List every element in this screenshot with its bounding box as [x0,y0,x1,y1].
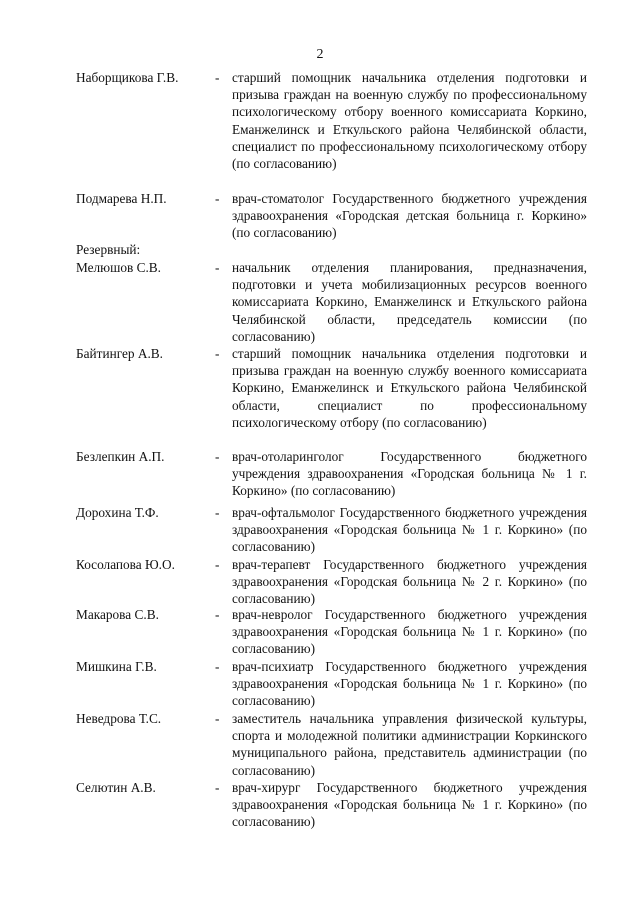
reserve-section-label: Резервный: [76,242,141,257]
page-number: 2 [316,47,324,62]
dash-separator: - [215,346,220,361]
member-name: Безлепкин А.П. [76,449,165,464]
dash-separator: - [215,780,220,795]
member-name: Байтингер А.В. [76,346,163,361]
member-name: Макарова С.В. [76,607,159,622]
member-position: старший помощник начальника отделения подготовки и призыва граждан на военную службу по профессиональному психологическому отбору военного комиссариата Коркино, Еманжелинск и Еткульского района Челябинской области, специалист по профессиональному психологическому отбору (по согласованию) [232,70,587,172]
dash-separator: - [215,70,220,85]
member-position: врач-хирург Государственного бюджетного учреждения здравоохранения «Городская больница № 1 г. Коркино» (по согласованию) [232,780,587,830]
dash-separator: - [215,659,220,674]
dash-separator: - [215,711,220,726]
member-position: врач-офтальмолог Государственного бюджетного учреждения здравоохранения «Городская больница № 1 г. Коркино» (по согласованию) [232,505,587,555]
member-name: Косолапова Ю.О. [76,557,175,572]
member-position: врач-психиатр Государственного бюджетного учреждения здравоохранения «Городская больница № 1 г. Коркино» (по согласованию) [232,659,587,709]
member-position: начальник отделения планирования, предназначения, подготовки и учета мобилизационных ресурсов военного комиссариата Коркино, Еманжелинск и Еткульского района Челябинской области, председатель комиссии (по согласованию) [232,260,587,344]
dash-separator: - [215,260,220,275]
dash-separator: - [215,607,220,622]
member-name: Мишкина Г.В. [76,659,157,674]
member-name: Подмарева Н.П. [76,191,167,206]
member-position: врач-отоларинголог Государственного бюджетного учреждения здравоохранения «Городская больница № 1 г. Коркино» (по согласованию) [232,449,587,499]
member-position: врач-невролог Государственного бюджетного учреждения здравоохранения «Городская больница № 1 г. Коркино» (по согласованию) [232,607,587,657]
dash-separator: - [215,191,220,206]
member-name: Селютин А.В. [76,780,156,795]
member-position: старший помощник начальника отделения подготовки и призыва граждан на военную службу военного комиссариата Коркино, Еманжелинск и Еткульского района Челябинской области, специалист по профессиональному психологическому отбору (по согласованию) [232,346,587,430]
member-position: заместитель начальника управления физической культуры, спорта и молодежной политики администрации Коркинского муниципального района, представитель администрации (по согласованию) [232,711,587,778]
member-name: Неведрова Т.С. [76,711,162,726]
member-position: врач-терапевт Государственного бюджетного учреждения здравоохранения «Городская больница № 2 г. Коркино» (по согласованию) [232,557,587,607]
dash-separator: - [215,557,220,572]
member-name: Мелюшов С.В. [76,260,161,275]
dash-separator: - [215,505,220,520]
dash-separator: - [215,449,220,464]
member-position: врач-стоматолог Государственного бюджетного учреждения здравоохранения «Городская детская больница г. Коркино» (по согласованию) [232,191,587,241]
member-name: Дорохина Т.Ф. [76,505,159,520]
member-name: Наборщикова Г.В. [76,70,179,85]
